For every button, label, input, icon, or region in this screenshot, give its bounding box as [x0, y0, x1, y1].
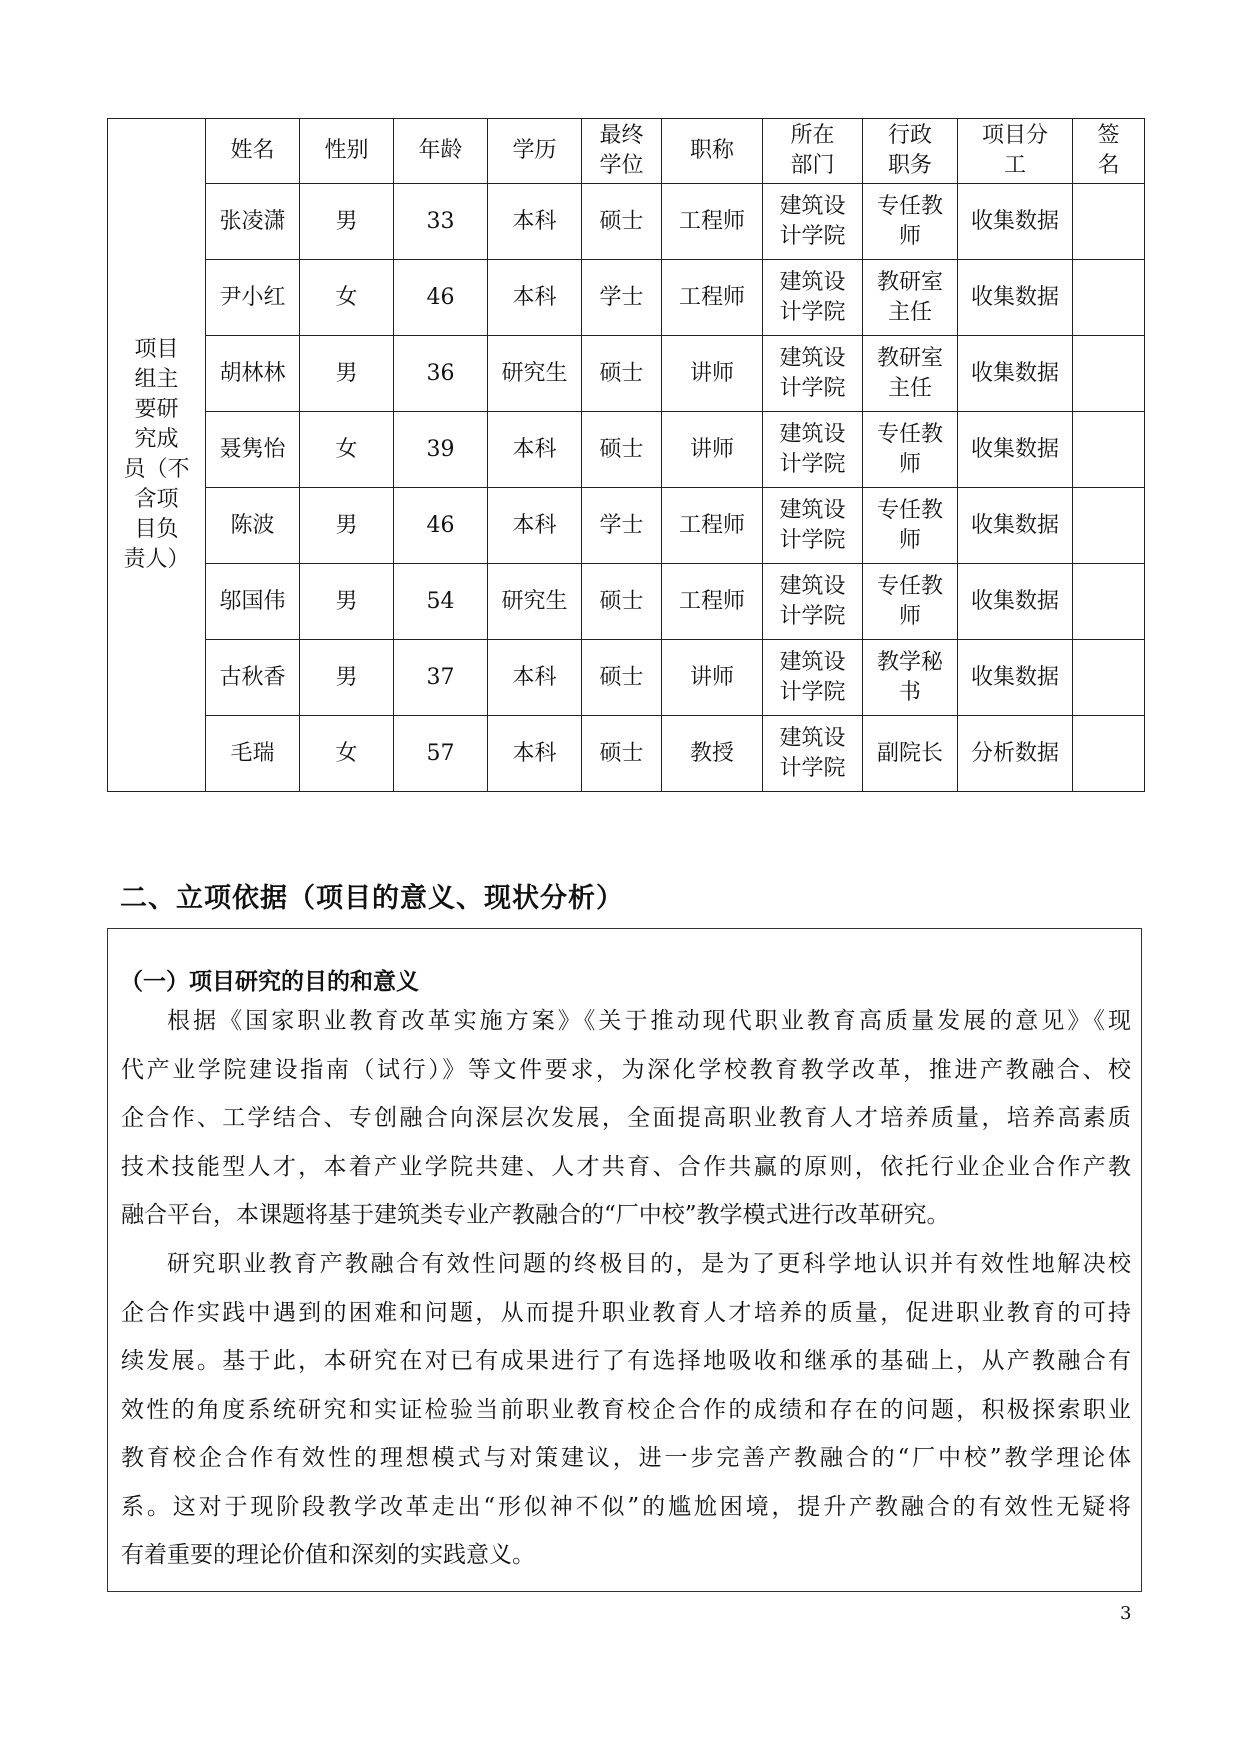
table-cell: 46 [394, 260, 488, 336]
text-line: 代产业学院建设指南（试行）》等文件要求，为深化学校教育教学改革，推进产教融合、校 [121, 1056, 1131, 1083]
header-cell: 职称 [662, 119, 763, 184]
table-cell: 收集数据 [958, 564, 1073, 640]
table-cell: 收集数据 [958, 260, 1073, 336]
table-cell: 女 [300, 716, 394, 792]
signature-cell [1073, 260, 1145, 336]
signature-cell [1073, 640, 1145, 716]
table-cell: 工程师 [662, 260, 763, 336]
table-row [108, 716, 1145, 792]
table-cell: 男 [300, 640, 394, 716]
section-heading: 二、立项依据（项目的意义、现状分析） [120, 883, 624, 914]
table-cell: 46 [394, 488, 488, 564]
table-cell: 收集数据 [958, 336, 1073, 412]
signature-cell [1073, 412, 1145, 488]
text-line: 企合作、工学结合、专创融合向深层次发展，全面提高职业教育人才培养质量，培养高素质 [121, 1105, 1131, 1131]
table-row [108, 336, 1145, 412]
table-cell: 建筑设 计学院 [763, 716, 863, 792]
table-cell: 收集数据 [958, 412, 1073, 488]
table-cell: 建筑设 计学院 [763, 336, 863, 412]
table-cell: 古秋香 [206, 640, 300, 716]
table-cell: 分析数据 [958, 716, 1073, 792]
table-cell: 聂隽怡 [206, 412, 300, 488]
subheading: （一）项目研究的目的和意义 [120, 969, 419, 995]
table-cell: 学士 [582, 260, 662, 336]
table-cell: 专任教 师 [863, 412, 958, 488]
text-line: 教育校企合作有效性的理想模式与对策建议，进一步完善产教融合的“厂中校”教学理论体 [121, 1445, 1131, 1471]
table-cell: 本科 [488, 412, 582, 488]
content-box [107, 928, 1142, 1592]
table-cell: 邬国伟 [206, 564, 300, 640]
table-cell: 建筑设 计学院 [763, 260, 863, 336]
table-cell: 陈波 [206, 488, 300, 564]
table-cell: 研究生 [488, 564, 582, 640]
table-cell: 硕士 [582, 412, 662, 488]
table-cell: 教授 [662, 716, 763, 792]
table-cell: 女 [300, 412, 394, 488]
table-cell: 男 [300, 488, 394, 564]
table-cell: 收集数据 [958, 488, 1073, 564]
table-cell: 硕士 [582, 640, 662, 716]
table-cell: 男 [300, 184, 394, 260]
table-cell: 工程师 [662, 564, 763, 640]
table-row [108, 412, 1145, 488]
header-cell: 项目分 工 [958, 119, 1073, 184]
header-cell: 最终 学位 [582, 119, 662, 184]
header-cell: 学历 [488, 119, 582, 184]
table-cell: 专任教 师 [863, 184, 958, 260]
text-line: 系。这对于现阶段教学改革走出“形似神不似”的尴尬困境，提升产教融合的有效性无疑将 [121, 1493, 1131, 1520]
table-cell: 硕士 [582, 336, 662, 412]
table-cell: 专任教 师 [863, 564, 958, 640]
header-cell: 年龄 [394, 119, 488, 184]
page-number: 3 [1120, 1603, 1132, 1624]
table-row [108, 260, 1145, 336]
table-cell: 本科 [488, 488, 582, 564]
table-cell: 毛瑞 [206, 716, 300, 792]
table-cell: 硕士 [582, 564, 662, 640]
table-cell: 教研室 主任 [863, 336, 958, 412]
table-cell: 本科 [488, 260, 582, 336]
table-cell: 研究生 [488, 336, 582, 412]
text-line: 效性的角度系统研究和实证检验当前职业教育校企合作的成绩和存在的问题，积极探索职业 [121, 1396, 1131, 1423]
table-cell: 尹小红 [206, 260, 300, 336]
members-table [107, 118, 1145, 792]
signature-cell [1073, 184, 1145, 260]
table-cell: 硕士 [582, 184, 662, 260]
table-row [108, 488, 1145, 564]
table-cell: 讲师 [662, 640, 763, 716]
header-cell: 签 名 [1073, 119, 1145, 184]
table-row [108, 564, 1145, 640]
header-cell: 姓名 [206, 119, 300, 184]
table-cell: 建筑设 计学院 [763, 412, 863, 488]
text-line: 根据《国家职业教育改革实施方案》《关于推动现代职业教育高质量发展的意见》《现 [167, 1008, 1131, 1034]
header-cell: 所在 部门 [763, 119, 863, 184]
table-cell: 男 [300, 564, 394, 640]
text-line: 技术技能型人才，本着产业学院共建、人才共育、合作共赢的原则，依托行业企业合作产教 [121, 1153, 1131, 1180]
table-cell: 讲师 [662, 336, 763, 412]
table-cell: 建筑设 计学院 [763, 564, 863, 640]
table-row [108, 184, 1145, 260]
table-cell: 张凌潇 [206, 184, 300, 260]
table-cell: 讲师 [662, 412, 763, 488]
table-header-row [108, 119, 1145, 184]
header-cell: 行政 职务 [863, 119, 958, 184]
text-line: 融合平台，本课题将基于建筑类专业产教融合的“厂中校”教学模式进行改革研究。 [121, 1202, 950, 1228]
table-cell: 本科 [488, 716, 582, 792]
text-line: 企合作实践中遇到的困难和问题，从而提升职业教育人才培养的质量，促进职业教育的可持 [121, 1299, 1131, 1326]
table-cell: 建筑设 计学院 [763, 640, 863, 716]
paragraph-1 [121, 997, 1131, 1240]
table-cell: 学士 [582, 488, 662, 564]
table-cell: 33 [394, 184, 488, 260]
table-cell: 教研室 主任 [863, 260, 958, 336]
table-cell: 胡林林 [206, 336, 300, 412]
table-cell: 工程师 [662, 488, 763, 564]
paragraph-2 [121, 1240, 1131, 1580]
table-cell: 建筑设 计学院 [763, 488, 863, 564]
signature-cell [1073, 488, 1145, 564]
signature-cell [1073, 336, 1145, 412]
table-cell: 硕士 [582, 716, 662, 792]
table-cell: 收集数据 [958, 184, 1073, 260]
text-line: 续发展。基于此，本研究在对已有成果进行了有选择地吸收和继承的基础上，从产教融合有 [121, 1348, 1131, 1374]
table-cell: 工程师 [662, 184, 763, 260]
signature-cell [1073, 564, 1145, 640]
table-cell: 39 [394, 412, 488, 488]
table-cell: 建筑设 计学院 [763, 184, 863, 260]
table-cell: 副院长 [863, 716, 958, 792]
table-cell: 57 [394, 716, 488, 792]
table-cell: 本科 [488, 184, 582, 260]
table-cell: 教学秘 书 [863, 640, 958, 716]
side-label: 项目 组主 要研 究成 员（不 含项 目负 责人） [108, 119, 206, 792]
table-cell: 女 [300, 260, 394, 336]
table-cell: 本科 [488, 640, 582, 716]
header-cell: 性别 [300, 119, 394, 184]
table-cell: 36 [394, 336, 488, 412]
text-line: 有着重要的理论价值和深刻的实践意义。 [121, 1542, 535, 1568]
text-line: 研究职业教育产教融合有效性问题的终极目的，是为了更科学地认识并有效性地解决校 [167, 1251, 1131, 1277]
signature-cell [1073, 716, 1145, 792]
table-row [108, 640, 1145, 716]
table-cell: 专任教 师 [863, 488, 958, 564]
table-cell: 54 [394, 564, 488, 640]
table-cell: 男 [300, 336, 394, 412]
table-cell: 收集数据 [958, 640, 1073, 716]
table-cell: 37 [394, 640, 488, 716]
